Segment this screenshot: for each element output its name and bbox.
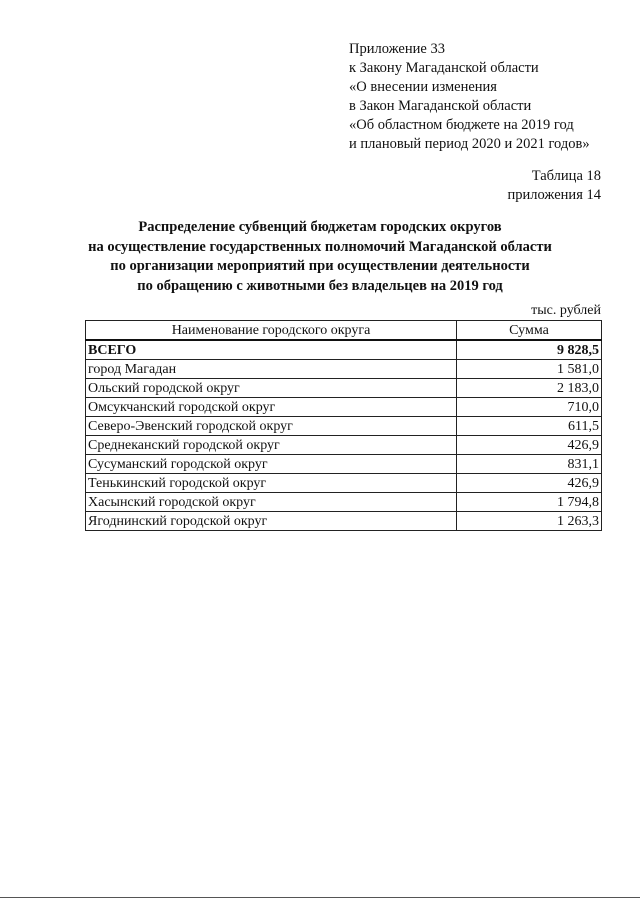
district-amount: 710,0 xyxy=(457,398,602,417)
table-number: Таблица 18 xyxy=(531,168,601,184)
district-name: Хасынский городской округ xyxy=(86,493,457,512)
document-title xyxy=(70,218,570,296)
units-label: тыс. рублей xyxy=(531,303,601,318)
district-amount: 426,9 xyxy=(457,474,602,493)
table-row xyxy=(86,379,602,398)
district-name: Ольский городской округ xyxy=(86,379,457,398)
table-row xyxy=(86,493,602,512)
district-name: Северо-Эвенский городской округ xyxy=(86,417,457,436)
table-row xyxy=(86,436,602,455)
district-name: Омсукчанский городской округ xyxy=(86,398,457,417)
district-name: Ягоднинский городской округ xyxy=(86,512,457,531)
table-row xyxy=(86,512,602,531)
column-header-amount: Сумма xyxy=(457,321,602,341)
distribution-table xyxy=(85,320,602,531)
annex-line: к Закону Магаданской области xyxy=(349,60,539,76)
page-edge-divider xyxy=(0,897,640,898)
title-line: на осуществление государственных полномочий Магаданской области xyxy=(88,238,552,255)
title-line: по обращению с животными без владельцев на 2019 год xyxy=(137,277,503,294)
table-header-row xyxy=(86,321,602,341)
district-name: город Магадан xyxy=(86,360,457,379)
total-label: ВСЕГО xyxy=(86,340,457,360)
district-amount: 611,5 xyxy=(457,417,602,436)
title-line: Распределение субвенций бюджетам городских округов xyxy=(138,219,502,235)
district-amount: 1 263,3 xyxy=(457,512,602,531)
annex-line: в Закон Магаданской области xyxy=(349,98,532,114)
district-amount: 1 581,0 xyxy=(457,360,602,379)
total-row xyxy=(86,340,602,360)
appendix-number: приложения 14 xyxy=(507,187,601,203)
annex-line: и плановый период 2020 и 2021 годов» xyxy=(349,136,590,152)
table-reference xyxy=(508,167,601,205)
district-amount: 831,1 xyxy=(457,455,602,474)
district-amount: 2 183,0 xyxy=(457,379,602,398)
column-header-name: Наименование городского округа xyxy=(86,321,457,341)
table-row xyxy=(86,455,602,474)
annex-line: «Об областном бюджете на 2019 год xyxy=(349,117,574,133)
table-row xyxy=(86,417,602,436)
total-amount: 9 828,5 xyxy=(457,340,602,360)
annex-line: Приложение 33 xyxy=(349,41,445,57)
district-name: Тенькинский городской округ xyxy=(86,474,457,493)
district-name: Сусуманский городской округ xyxy=(86,455,457,474)
district-name: Среднеканский городской округ xyxy=(86,436,457,455)
table-row xyxy=(86,360,602,379)
district-amount: 426,9 xyxy=(457,436,602,455)
annex-header xyxy=(349,40,590,154)
table-row xyxy=(86,474,602,493)
title-line: по организации мероприятий при осуществлении деятельности xyxy=(110,258,530,274)
table-row xyxy=(86,398,602,417)
district-amount: 1 794,8 xyxy=(457,493,602,512)
annex-line: «О внесении изменения xyxy=(349,79,497,95)
